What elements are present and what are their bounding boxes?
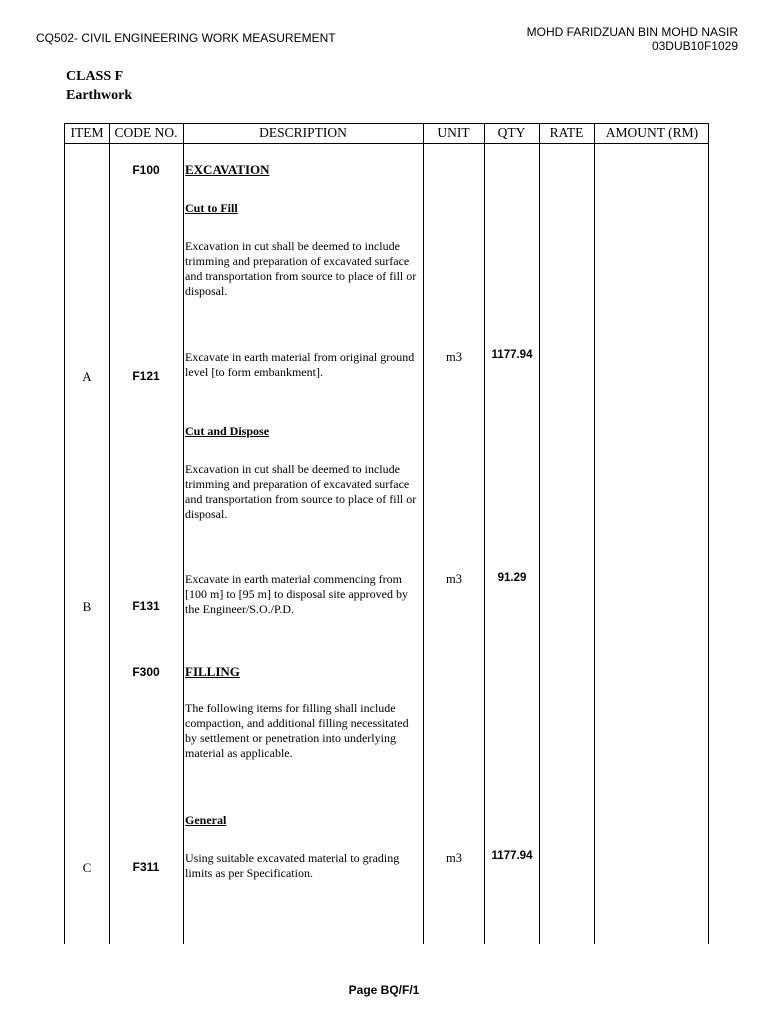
header-divider — [65, 143, 708, 144]
col-divider — [423, 124, 424, 944]
col-header-amount: AMOUNT (RM) — [605, 125, 699, 140]
unit-item-a: m3 — [446, 350, 462, 364]
code-f100: F100 — [132, 163, 160, 177]
col-divider — [539, 124, 540, 944]
note-cut-to-fill: Excavation in cut shall be deemed to include trimming and preparation of excavated surface and transportation from source to place of fill or disposal. — [185, 239, 417, 298]
code-f131: F131 — [132, 599, 160, 613]
code-f300: F300 — [132, 665, 160, 679]
col-divider — [109, 124, 110, 944]
subheading-cut-and-dispose: Cut and Dispose — [185, 424, 270, 438]
author-name: MOHD FARIDZUAN BIN MOHD NASIR — [526, 25, 738, 39]
note-cut-and-dispose: Excavation in cut shall be deemed to include trimming and preparation of excavated surface and transportation from source to place of fill or disposal. — [185, 462, 417, 521]
bq-table — [64, 123, 709, 944]
col-header-qty: QTY — [497, 125, 526, 140]
qty-item-b: 91.29 — [497, 572, 527, 584]
desc-item-a: Excavate in earth material from original ground level [to form embankment]. — [185, 350, 415, 379]
col-header-item: ITEM — [70, 125, 104, 140]
col-header-unit: UNIT — [437, 125, 470, 140]
class-label: CLASS F — [66, 69, 124, 84]
section-name: Earthwork — [66, 88, 133, 103]
item-a: A — [82, 369, 92, 384]
col-header-rate: RATE — [549, 125, 584, 140]
heading-excavation: EXCAVATION — [185, 162, 270, 177]
subheading-cut-to-fill: Cut to Fill — [185, 201, 238, 215]
code-f311: F311 — [132, 860, 160, 874]
note-filling: The following items for filling shall include compaction, and additional filling necessitated by settlement or penetration into underlying material as applicable. — [185, 701, 409, 760]
author-block — [527, 25, 738, 53]
section-title — [66, 67, 132, 105]
page-number: Page BQ/F/1 — [348, 983, 420, 997]
heading-filling: FILLING — [185, 664, 240, 679]
col-divider — [183, 124, 184, 944]
subheading-general: General — [185, 813, 227, 827]
course-title: CQ502- CIVIL ENGINEERING WORK MEASUREMENT — [36, 31, 336, 45]
item-c: C — [82, 860, 92, 875]
student-id: 03DUB10F1029 — [651, 39, 738, 53]
unit-item-b: m3 — [446, 572, 462, 586]
col-header-description: DESCRIPTION — [259, 125, 347, 140]
desc-item-c: Using suitable excavated material to grading limits as per Specification. — [185, 851, 400, 880]
col-divider — [594, 124, 595, 944]
col-header-code: CODE NO. — [114, 125, 178, 140]
item-b: B — [82, 599, 92, 614]
unit-item-c: m3 — [446, 851, 462, 865]
qty-item-c: 1177.94 — [491, 850, 533, 862]
code-f121: F121 — [132, 369, 160, 383]
col-divider — [484, 124, 485, 944]
desc-item-b: Excavate in earth material commencing from [100 m] to [95 m] to disposal site approved by the Engineer/S.O./P.D. — [185, 572, 408, 616]
qty-item-a: 1177.94 — [491, 349, 533, 361]
